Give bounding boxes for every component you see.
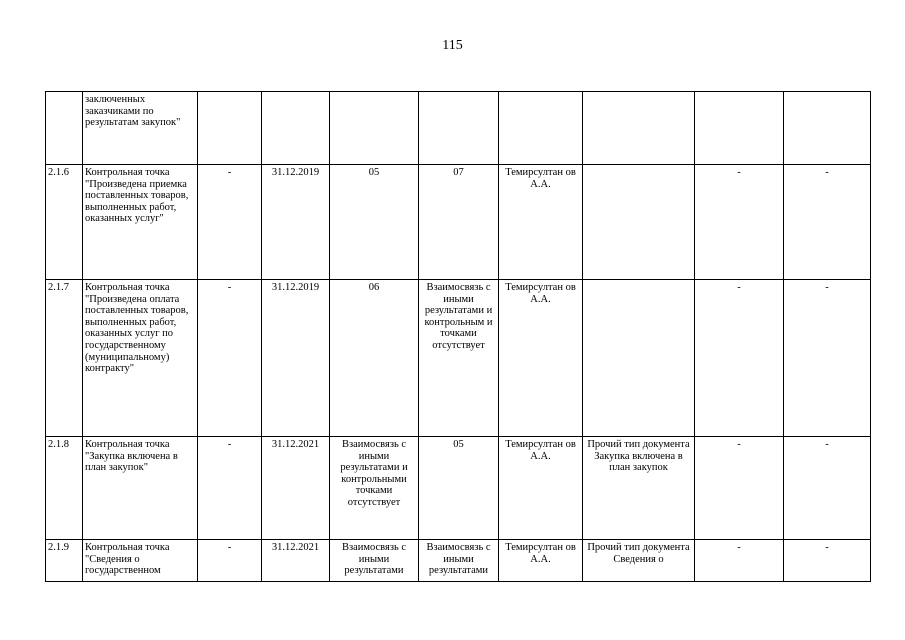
cell-col7: [499, 92, 583, 165]
cell-name: Контрольная точка "Сведения о государственном: [83, 540, 198, 582]
cell-col4: 31.12.2021: [262, 540, 330, 582]
cell-col6: [419, 92, 499, 165]
table-row: [46, 165, 871, 280]
cell-col9: [695, 92, 784, 165]
cell-number: 2.1.9: [46, 540, 83, 582]
cell-number: [46, 92, 83, 165]
cell-col5: Взаимосвязь с иными результатами: [330, 540, 419, 582]
cell-col3: [198, 92, 262, 165]
cell-col8: [583, 280, 695, 437]
cell-col3: -: [198, 165, 262, 280]
cell-col10: -: [784, 280, 871, 437]
cell-col7: Темирсултан ов А.А.: [499, 280, 583, 437]
cell-col8: [583, 165, 695, 280]
cell-number: 2.1.6: [46, 165, 83, 280]
table-row: [46, 437, 871, 540]
table-row: [46, 540, 871, 582]
cell-col3: -: [198, 280, 262, 437]
cell-col9: -: [695, 280, 784, 437]
cell-name: заключенных заказчиками по результатам закупок": [83, 92, 198, 165]
cell-col9: -: [695, 540, 784, 582]
cell-col5: Взаимосвязь с иными результатами и контрольными точками отсутствует: [330, 437, 419, 540]
cell-col10: [784, 92, 871, 165]
document-table: [45, 91, 871, 582]
cell-col4: 31.12.2019: [262, 165, 330, 280]
cell-col4: 31.12.2019: [262, 280, 330, 437]
cell-col6: 07: [419, 165, 499, 280]
cell-col5: [330, 92, 419, 165]
cell-number: 2.1.7: [46, 280, 83, 437]
cell-name: Контрольная точка "Произведена оплата поставленных товаров, выполненных работ, оказанных услуг по государственному (муниципальному) контракту": [83, 280, 198, 437]
cell-col5: 06: [330, 280, 419, 437]
cell-col7: Темирсултан ов А.А.: [499, 165, 583, 280]
cell-col3: -: [198, 437, 262, 540]
cell-col3: -: [198, 540, 262, 582]
cell-col10: -: [784, 165, 871, 280]
table-row: [46, 92, 871, 165]
cell-col5: 05: [330, 165, 419, 280]
cell-col6: Взаимосвязь с иными результатами: [419, 540, 499, 582]
cell-col8: Прочий тип документа Сведения о: [583, 540, 695, 582]
cell-col8: Прочий тип документа Закупка включена в план закупок: [583, 437, 695, 540]
cell-col9: -: [695, 437, 784, 540]
table-row: [46, 280, 871, 437]
cell-col9: -: [695, 165, 784, 280]
cell-col6: Взаимосвязь с иными результатами и контрольным и точками отсутствует: [419, 280, 499, 437]
page-number: 115: [442, 38, 463, 53]
cell-col4: [262, 92, 330, 165]
cell-number: 2.1.8: [46, 437, 83, 540]
cell-col6: 05: [419, 437, 499, 540]
cell-col7: Темирсултан ов А.А.: [499, 437, 583, 540]
cell-col8: [583, 92, 695, 165]
cell-col10: -: [784, 540, 871, 582]
cell-col7: Темирсултан ов А.А.: [499, 540, 583, 582]
cell-col10: -: [784, 437, 871, 540]
cell-col4: 31.12.2021: [262, 437, 330, 540]
cell-name: Контрольная точка "Произведена приемка поставленных товаров, выполненных работ, оказанных услуг": [83, 165, 198, 280]
cell-name: Контрольная точка "Закупка включена в план закупок": [83, 437, 198, 540]
